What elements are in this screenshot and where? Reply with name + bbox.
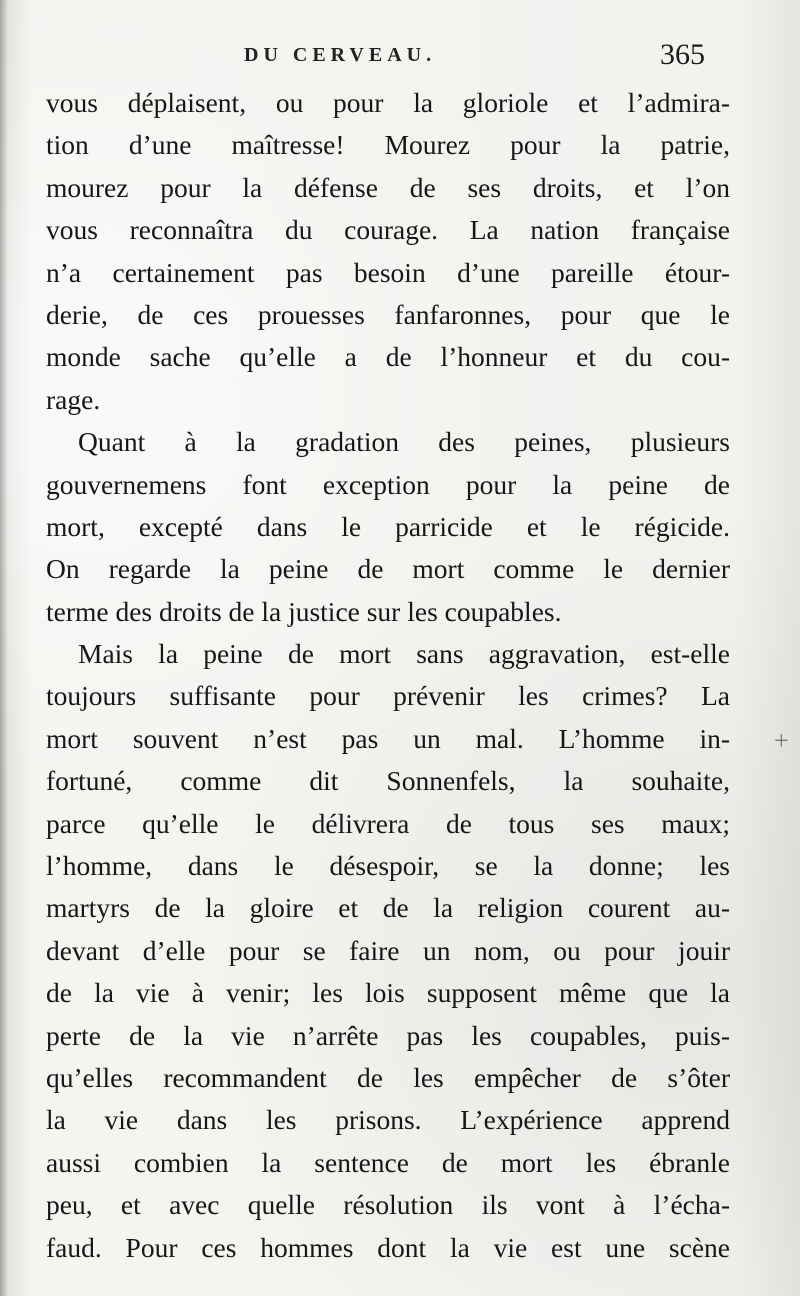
text-line: toujours suffisante pour prévenir les crimes? La (46, 680, 730, 712)
page-header (0, 38, 800, 78)
text-line: de la vie à venir; les lois supposent même que la (46, 977, 730, 1009)
text-line: mort souvent n’est pas un mal. L’homme in- (46, 722, 730, 754)
text-line: vous reconnaîtra du courage. La nation française (46, 214, 730, 246)
text-line: aussi combien la sentence de mort les ébranle (46, 1146, 730, 1178)
text-line: l’homme, dans le désespoir, se la donne; les (46, 850, 730, 882)
text-line: devant d’elle pour se faire un nom, ou pour jouir (46, 934, 730, 966)
text-line: n’a certainement pas besoin d’une pareille étour- (46, 256, 730, 288)
text-line: vous déplaisent, ou pour la gloriole et l’admira- (46, 87, 730, 118)
text-line: qu’elles recommandent de les empêcher de s’ôter (46, 1061, 730, 1093)
page-number: 365 (660, 38, 705, 71)
gutter-cross-mark: + (774, 726, 789, 755)
text-line: Mais la peine de mort sans aggravation, est-elle (78, 638, 730, 670)
page-edge-shadow (0, 0, 8, 1296)
text-line: perte de la vie n’arrête pas les coupables, puis- (46, 1019, 730, 1051)
text-line: la vie dans les prisons. L’expérience apprend (46, 1104, 730, 1136)
running-head: DU CERVEAU. (244, 44, 437, 66)
text-line: derie, de ces prouesses fanfaronnes, pour que le (46, 298, 730, 330)
text-line: tion d’une maîtresse! Mourez pour la patrie, (46, 129, 730, 161)
text-line: monde sache qu’elle a de l’honneur et du cou- (46, 341, 730, 373)
text-line: terme des droits de la justice sur les coupables. (46, 595, 562, 627)
body-text (46, 82, 730, 1269)
text-line: martyrs de la gloire et de la religion courent au- (46, 892, 730, 924)
text-line: rage. (46, 383, 101, 415)
text-line: Quant à la gradation des peines, plusieurs (78, 426, 730, 458)
text-line: faud. Pour ces hommes dont la vie est une scène (46, 1231, 730, 1263)
text-line: fortuné, comme dit Sonnenfels, la souhaite, (46, 765, 730, 797)
text-line: mort, excepté dans le parricide et le régicide. (46, 510, 730, 542)
text-line: On regarde la peine de mort comme le dernier (46, 553, 730, 585)
text-line: parce qu’elle le délivrera de tous ses maux; (46, 807, 730, 839)
text-line: gouvernemens font exception pour la peine de (46, 468, 730, 500)
text-line: peu, et avec quelle résolution ils vont à l’écha- (46, 1189, 730, 1221)
text-line: mourez pour la défense de ses droits, et l’on (46, 171, 730, 203)
